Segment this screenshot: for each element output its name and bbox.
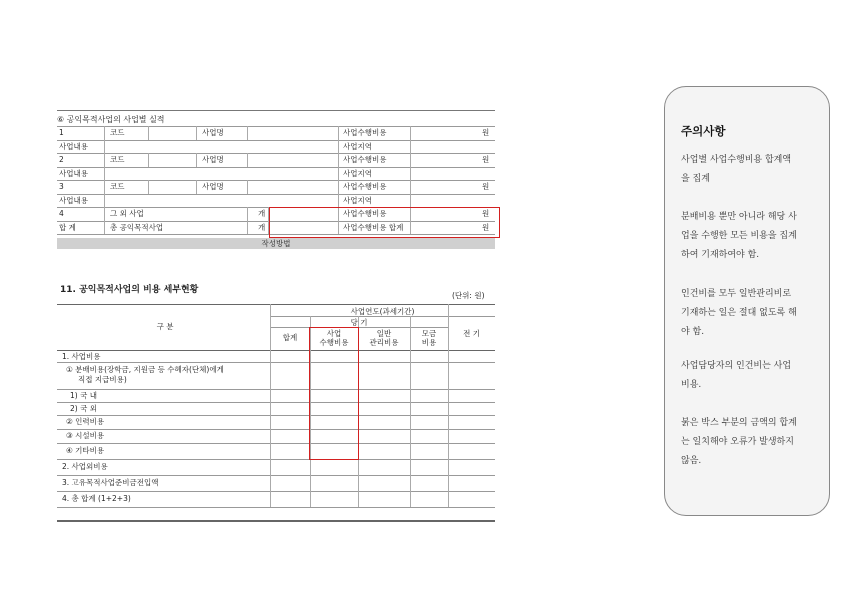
- biz-cost-header-2: 수행비용: [319, 338, 349, 347]
- table1-cell: 원: [482, 209, 490, 218]
- table1-col-rule: [338, 153, 339, 167]
- table1-cell: 4: [59, 209, 64, 218]
- table2-bottom-rule: [57, 520, 495, 522]
- table1-col-rule: [104, 153, 105, 167]
- table2-row-label: 4. 총 합계 (1+2+3): [62, 494, 131, 503]
- previous-header: 전 기: [463, 329, 480, 338]
- table1-col-rule: [410, 153, 411, 167]
- table1-col-rule: [338, 167, 339, 181]
- table1-col-rule: [104, 207, 105, 221]
- caution-text-line: 않음.: [681, 456, 702, 466]
- table2-unit-label: (단위: 원): [452, 291, 485, 300]
- table2-row-label: ④ 기타비용: [66, 446, 105, 455]
- table1-top-rule: [57, 110, 495, 111]
- biz-cost-header-1: 사업: [326, 329, 342, 338]
- table2-row-label: 2) 국 외: [70, 404, 97, 413]
- table1-col-rule: [247, 207, 248, 221]
- table2-row-label: 2. 사업외비용: [62, 462, 108, 471]
- caution-text-line: 하여 기재하여야 함.: [681, 250, 760, 260]
- table1-cell: 개: [258, 222, 266, 232]
- table2-row-label: 1. 사업비용: [62, 352, 101, 361]
- table1-col-rule: [410, 194, 411, 208]
- table2-row-label: ② 인력비용: [66, 417, 105, 426]
- table1-cell: 원: [482, 222, 490, 232]
- table1-col-rule: [148, 153, 149, 167]
- table2-row-label: 1) 국 내: [70, 391, 97, 400]
- table1-col-rule: [338, 126, 339, 140]
- table1-col-rule: [410, 180, 411, 194]
- caution-text-line: 인건비를 모두 일반관리비로: [681, 289, 792, 299]
- table1-cell: 사업명: [202, 182, 224, 191]
- table1-cell: 2: [59, 155, 64, 164]
- table1-section-title: ⑥ 공익목적사업의 사업별 실적: [57, 115, 165, 124]
- table1-cell: 사업내용: [59, 168, 88, 178]
- table1-cell: 3: [59, 182, 64, 191]
- caution-text-line: 기재하는 일은 절대 없도록 해: [681, 308, 797, 318]
- caution-text-line: 분배비용 뿐만 아니라 해당 사: [681, 212, 797, 222]
- table1-col-rule: [148, 126, 149, 140]
- table1-col-rule: [410, 140, 411, 154]
- table1-footer-label: 작성방법: [261, 239, 291, 248]
- caution-text-line: 을 집계: [681, 174, 710, 184]
- gubun-header: 구 분: [156, 322, 174, 331]
- table1-cell: 코드: [110, 182, 125, 191]
- table1-col-rule: [196, 153, 197, 167]
- table1-col-rule: [196, 126, 197, 140]
- table1-cell: 사업지역: [343, 168, 372, 178]
- table2-row-rule: [57, 362, 495, 363]
- highlight-box-business-cost: [309, 327, 359, 460]
- table1-cell: 사업지역: [343, 195, 372, 205]
- caution-text-line: 는 일치해야 오류가 발생하지: [681, 437, 794, 447]
- table1-col-rule: [247, 153, 248, 167]
- general-cost-header-2: 관리비용: [369, 338, 399, 347]
- table2-row-rule: [57, 429, 495, 430]
- caution-text-line: 비용.: [681, 380, 702, 390]
- table1-col-rule: [104, 221, 105, 235]
- general-cost-header-1: 일반: [376, 329, 392, 338]
- table1-cell: 사업수행비용: [343, 155, 387, 164]
- table1-cell: 사업수행비용: [343, 182, 387, 191]
- table2-row-rule: [57, 475, 495, 476]
- table1-col-rule: [247, 221, 248, 235]
- table1-col-rule: [410, 167, 411, 181]
- table1-cell: 원: [482, 128, 490, 137]
- table2-row-label: 3. 고유목적사업준비금전입액: [62, 478, 159, 487]
- table1-col-rule: [148, 180, 149, 194]
- caution-title: 주의사항: [681, 124, 726, 138]
- table1-col-rule: [104, 126, 105, 140]
- table1-col-rule: [104, 140, 105, 154]
- table2-header-rule: [270, 316, 495, 317]
- table1-row-rule: [57, 167, 495, 168]
- table1-cell: 그 외 사업: [110, 209, 144, 218]
- table1-row-rule: [57, 126, 495, 127]
- table2-row-rule: [57, 415, 495, 416]
- table1-row-rule: [57, 194, 495, 195]
- table2-top-rule: [57, 304, 495, 305]
- caution-text-line: 붉은 박스 부분의 금액의 합계: [681, 418, 797, 428]
- table1-footer-bar: [57, 238, 495, 249]
- table2-header-rule: [270, 327, 448, 328]
- caution-text-line: 야 함.: [681, 327, 705, 337]
- table1-col-rule: [104, 180, 105, 194]
- table1-cell: 사업지역: [343, 141, 372, 151]
- table1-col-rule: [196, 180, 197, 194]
- caution-text-line: 업을 수행한 모든 비용을 집계: [681, 231, 797, 241]
- table1-col-rule: [247, 180, 248, 194]
- table1-col-rule: [338, 194, 339, 208]
- fundraising-header-1: 모금: [421, 329, 437, 338]
- table1-cell: 1: [59, 128, 64, 137]
- table1-cell: 코드: [110, 128, 125, 137]
- table1-col-rule: [338, 180, 339, 194]
- caution-text-line: 사업담당자의 인건비는 사업: [681, 361, 792, 371]
- table2-col-rule: [448, 304, 449, 507]
- table2-row-rule: [57, 459, 495, 460]
- table2-row-rule: [57, 491, 495, 492]
- table1-cell: 원: [482, 155, 490, 164]
- table1-row-rule: [57, 153, 495, 154]
- table1-col-rule: [338, 140, 339, 154]
- table1-cell: 사업명: [202, 128, 224, 137]
- year-header: 사업연도(과세기간): [350, 307, 415, 316]
- table1-row-rule: [57, 180, 495, 181]
- table2-row-label: 직접 지급비용): [78, 375, 127, 384]
- table2-row-rule: [57, 443, 495, 444]
- table1-cell: 사업수행비용 합계: [343, 222, 404, 232]
- table1-cell: 사업내용: [59, 141, 88, 151]
- table1-cell: 사업수행비용: [343, 209, 387, 218]
- table1-cell: 사업수행비용: [343, 128, 387, 137]
- fundraising-header-2: 비용: [421, 338, 437, 347]
- table1-cell: 총 공익목적사업: [110, 222, 164, 232]
- highlight-box-total-cost: [269, 207, 500, 238]
- table1-cell: 코드: [110, 155, 125, 164]
- table2-row-label: ③ 시설비용: [66, 431, 105, 440]
- table1-col-rule: [410, 126, 411, 140]
- caution-panel: [664, 86, 830, 516]
- table1-cell: 원: [482, 182, 490, 191]
- table2-title: 11. 공익목적사업의 비용 세부현황: [60, 285, 199, 295]
- table2-col-rule: [270, 304, 271, 507]
- caution-text-line: 사업별 사업수행비용 합계액: [681, 155, 792, 165]
- table1-col-rule: [104, 194, 105, 208]
- table2-row-rule: [57, 350, 495, 351]
- table1-row-rule: [57, 140, 495, 141]
- table2-row-rule: [57, 389, 495, 390]
- table1-cell: 개: [258, 209, 266, 218]
- table2-row-rule: [57, 507, 495, 508]
- table1-cell: 합 계: [59, 222, 76, 232]
- table2-row-label: ① 분배비용(장학금, 지원금 등 수혜자(단체)에게: [66, 365, 224, 374]
- table1-cell: 사업명: [202, 155, 224, 164]
- table1-cell: 사업내용: [59, 195, 88, 205]
- sum-header: 합계: [282, 333, 298, 342]
- table1-col-rule: [247, 126, 248, 140]
- current-period-header: 당 기: [350, 318, 368, 327]
- table2-row-rule: [57, 402, 495, 403]
- table1-col-rule: [104, 167, 105, 181]
- table2-col-rule: [410, 316, 411, 507]
